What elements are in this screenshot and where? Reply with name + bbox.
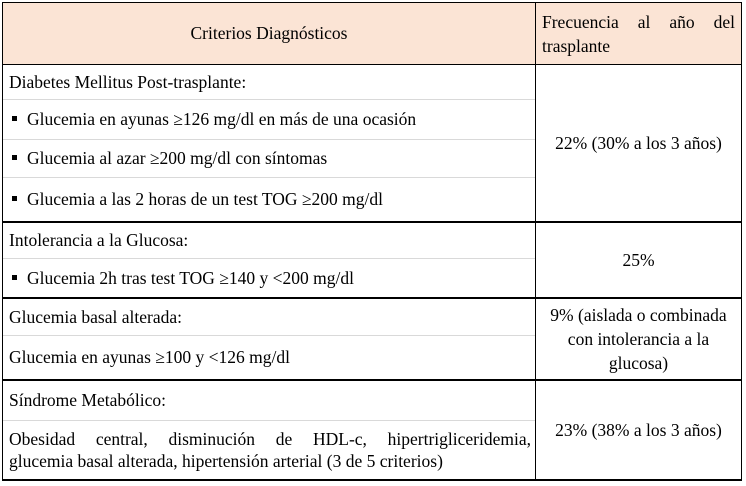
criteria-detail-text: Glucemia en ayunas ≥100 y <126 mg/dl <box>9 347 290 367</box>
frequency-value: 25% <box>622 250 655 270</box>
criteria-detail <box>3 336 535 379</box>
section-title-text: Síndrome Metabólico: <box>9 390 166 410</box>
criteria-item-text: Glucemia 2h tras test TOG ≥140 y <200 mg/dl <box>27 267 354 288</box>
diagnostic-criteria-table <box>2 2 742 482</box>
frequency-cell <box>535 299 741 379</box>
section-title <box>3 299 535 336</box>
frequency-cell <box>535 223 741 297</box>
criteria-detail <box>3 421 535 479</box>
header-criteria: Criterios Diagnósticos <box>190 23 348 43</box>
criteria-item-text: Glucemia en ayunas ≥126 mg/dl en más de una ocasión <box>27 109 417 129</box>
section-title <box>3 65 535 100</box>
criteria-item <box>3 178 535 221</box>
frequency-cell <box>535 65 741 221</box>
frequency-value: 9% (aislada o combinada con intolerancia a la glucosa) <box>550 305 727 373</box>
section-metabolic-syndrome <box>2 381 742 481</box>
section-title <box>3 381 535 421</box>
section-diabetes <box>2 65 742 223</box>
criteria-item-text: Glucemia a las 2 horas de un test TOG ≥200 mg/dl <box>27 189 383 209</box>
criteria-detail-line: glucemia basal alterada, hipertensión arterial (3 de 5 criterios) <box>9 451 443 471</box>
section-basal-glucose <box>2 299 742 381</box>
section-title-text: Diabetes Mellitus Post-trasplante: <box>9 71 247 92</box>
criteria-detail-line: Obesidad central, disminución de HDL-c, hipertrigliceridemia, <box>9 429 531 449</box>
frequency-value: 22% (30% a los 3 años) <box>555 133 722 153</box>
frequency-cell <box>535 381 741 479</box>
frequency-value: 23% (38% a los 3 años) <box>555 420 722 440</box>
criteria-item <box>3 100 535 140</box>
criteria-item <box>3 259 535 297</box>
bullet-icon <box>12 275 17 280</box>
section-glucose-intolerance <box>2 223 742 299</box>
table-header <box>2 2 742 65</box>
bullet-icon <box>12 196 17 201</box>
section-title <box>3 223 535 259</box>
criteria-item <box>3 140 535 178</box>
header-frequency: Frecuencia al año del trasplante <box>535 3 741 64</box>
bullet-icon <box>12 155 17 160</box>
section-title-text: Intolerancia a la Glucosa: <box>9 230 189 250</box>
criteria-item-text: Glucemia al azar ≥200 mg/dl con síntomas <box>27 148 328 168</box>
bullet-icon <box>12 116 17 121</box>
section-title-text: Glucemia basal alterada: <box>9 306 182 327</box>
